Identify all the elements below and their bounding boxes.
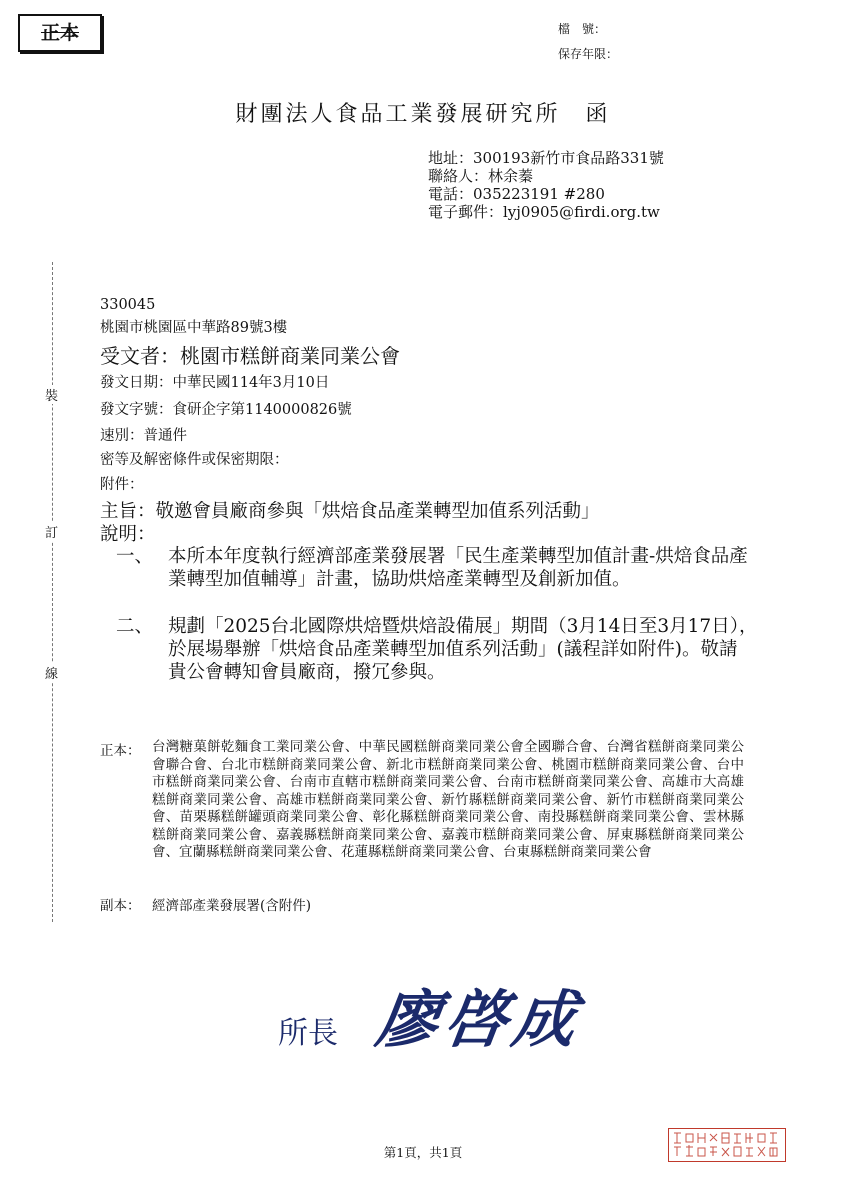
explanation-item [116,545,758,591]
explanation-item-number: 二、 [116,616,154,637]
binding-char-1: 裝 [45,385,58,404]
sender-email[interactable]: 電子郵件：lyj0905@firdi.org.tw [428,203,660,221]
sender-address: 地址：300193新竹市食品路331號 [428,149,664,167]
explanation-item-text: 本所本年度執行經濟部產業發展署「民生產業轉型加值計畫-烘焙食品產業轉型加值輔導」計畫，協助烘焙產業轉型及創新加值。 [168,546,748,590]
secrecy-level: 密等及解密條件或保密期限： [100,452,289,468]
cc-main-label: 正本： [100,743,141,759]
document-number: 發文字號：食研企字第1140000826號 [100,402,352,418]
director-signature: 廖啓成 [372,983,587,1056]
explanation-item [116,615,758,684]
recipient-address: 桃園市桃園區中華路89號3樓 [100,320,288,336]
page-number: 第1頁，共1頁 [383,1145,463,1160]
attachment-label: 附件： [100,477,144,493]
retention-period-label: 保存年限： [558,47,619,61]
cc-copy-text: 經濟部產業發展署(含附件) [152,898,312,914]
copy-type-stamp: 正本 [18,14,102,52]
institute-seal-stamp [668,1128,786,1162]
explanation-item-number: 一、 [116,546,154,567]
document-title: 財團法人食品工業發展研究所 函 [235,102,611,127]
signatory-title: 所長 [278,1016,338,1051]
recipient-name: 受文者：桃園市糕餅商業同業公會 [100,344,400,368]
binding-char-3: 線 [45,663,58,682]
binding-margin-line [52,262,53,922]
cc-copy-label: 副本： [100,898,141,914]
sender-contact: 聯絡人：林余蓁 [428,167,534,185]
delivery-speed: 速別：普通件 [100,428,187,444]
file-number-label: 檔 號： [558,22,607,36]
explanation-item-text: 規劃「2025台北國際烘焙暨烘焙設備展」期間（3月14日至3月17日），於展場舉辦「烘焙食品產業轉型加值系列活動」(議程詳如附件)。敬請 貴公會轉知會員廠商，撥冗參與。 [168,616,758,683]
subject-line: 主旨：敬邀會員廠商參與「烘焙食品產業轉型加值系列活動」 [100,501,600,522]
recipient-postcode: 330045 [100,297,156,313]
issue-date: 發文日期：中華民國114年3月10日 [100,375,330,391]
seal-graphic-icon [669,1129,784,1160]
binding-char-2: 訂 [45,522,58,541]
explanation-label: 說明： [100,524,156,545]
cc-main-list: 台灣糖菓餅乾麵食工業同業公會、中華民國糕餅商業同業公會全國聯合會、台灣省糕餅商業同業公會聯合會、台北市糕餅商業同業公會、新北市糕餅商業同業公會、桃園市糕餅商業同業公會、台中市糕餅商業同業公會、台南市直轄市糕餅商業同業公會、台南市糕餅商業同業公會、高雄市大高雄糕餅商業同業公會、高雄市糕餅商業同業公會、新竹縣糕餅商業同業公會、新竹市糕餅商業同業公會、苗栗縣糕餅罐頭商業同業公會、彰化縣糕餅商業同業公會、南投縣糕餅商業同業公會、雲林縣糕餅商業同業公會、嘉義縣糕餅商業同業公會、嘉義市糕餅商業同業公會、屏東縣糕餅商業同業公會、宜蘭縣糕餅商業同業公會、花蓮縣糕餅商業同業公會、台東縣糕餅商業同業公會 [152,739,744,860]
sender-phone: 電話：035223191 #280 [428,185,605,203]
